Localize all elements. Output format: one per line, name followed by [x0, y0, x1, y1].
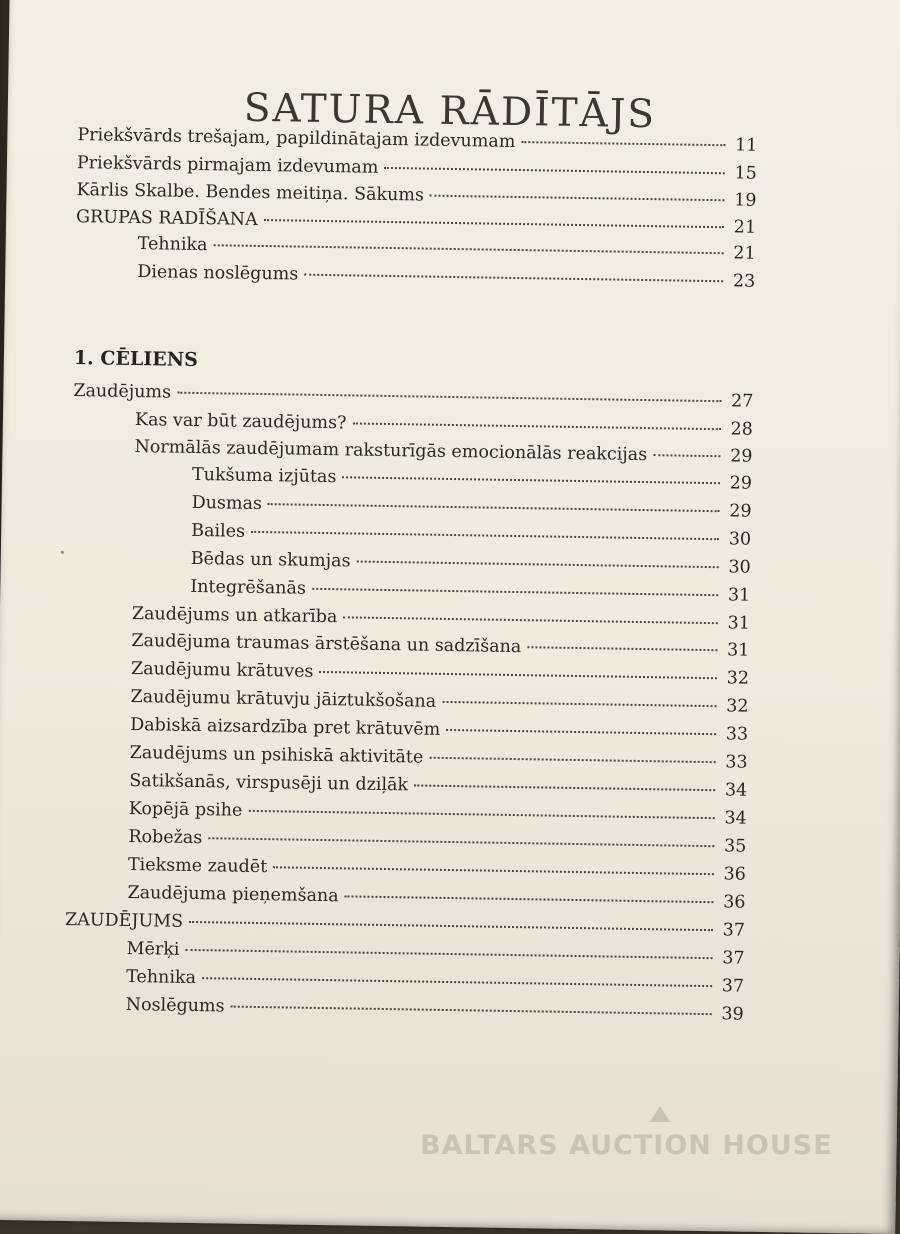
toc-entry-page: 29 — [729, 473, 753, 494]
toc-leader-dots — [273, 865, 714, 875]
toc-entry-label: Zaudējums — [73, 381, 172, 403]
toc-entry-page: 27 — [730, 391, 754, 412]
toc-leader-dots — [429, 756, 715, 763]
toc-leader-dots — [189, 920, 713, 931]
paper-speck — [61, 551, 64, 554]
toc-entry-label: Kopējā psihe — [128, 798, 243, 821]
toc-leader-dots — [312, 587, 718, 596]
toc-entry-page: 19 — [734, 190, 757, 211]
toc-entry-page: 33 — [725, 752, 748, 773]
toc-entry-page: 32 — [726, 668, 750, 689]
toc-entry-page: 30 — [728, 529, 752, 550]
toc-leader-dots — [352, 421, 720, 430]
toc-leader-dots — [231, 1005, 712, 1016]
toc-entry-label: Integrēšanās — [190, 576, 307, 599]
toc-entry-page: 32 — [726, 696, 749, 717]
toc-leader-dots — [248, 809, 714, 819]
toc-entry-label: Zaudējums un psihiskā aktivitāte — [129, 742, 424, 768]
toc-leader-dots — [202, 976, 712, 987]
toc-leader-dots — [214, 243, 724, 254]
toc-entry-page: 33 — [725, 724, 749, 745]
toc-entry-label: Zaudējuma traumas ārstēšana un sadzīšana — [131, 630, 522, 658]
toc-entry-page: 36 — [723, 864, 747, 885]
toc-entry-page: 37 — [722, 920, 746, 941]
watermark-logo — [650, 1106, 670, 1122]
toc-entry-page: 23 — [732, 271, 756, 292]
toc-leader-dots — [251, 530, 719, 540]
toc-leader-dots — [268, 502, 720, 512]
toc-entry-label: Robežas — [128, 826, 203, 849]
toc-leader-dots — [446, 728, 716, 735]
page-title: SATURA RĀDĪTĀJS — [243, 85, 657, 138]
toc-leader-dots — [653, 453, 720, 457]
toc-entry-label: Bailes — [191, 520, 246, 542]
toc-leader-dots — [442, 700, 716, 707]
toc-entry-page: 31 — [726, 640, 750, 661]
toc-leader-dots — [208, 836, 714, 847]
toc-entry-page: 36 — [723, 892, 746, 913]
toc-leader-dots — [384, 166, 725, 174]
toc-entry-page: 35 — [723, 836, 747, 857]
toc-entry-page: 15 — [734, 163, 758, 184]
toc-entry-label: Tieksme zaudēt — [127, 854, 268, 878]
toc-leader-dots — [264, 218, 724, 228]
toc-entry-page: 39 — [721, 1004, 744, 1025]
toc-entry-label: Dienas noslēgums — [137, 262, 299, 285]
toc-entry-label: Zaudējumu krātuvju jāiztukšošana — [130, 686, 437, 712]
toc-entry-label: Zaudējumu krātuves — [130, 658, 314, 682]
toc-leader-dots — [319, 670, 717, 679]
toc-leader-dots — [345, 894, 714, 903]
toc-entry-label: Normālās zaudējumam raksturīgās emocionālās reakcijas — [134, 437, 648, 466]
toc-entry-label: Zaudējums un atkarība — [131, 603, 338, 628]
toc-entry-page: 37 — [722, 948, 745, 969]
toc-entry-label: Kārlis Skalbe. Bendes meitiņa. Sākums — [76, 180, 425, 206]
toc-entry-label: Kas var būt zaudējums? — [134, 410, 347, 434]
toc-entry-page: 29 — [729, 501, 752, 522]
toc-entry-page: 31 — [727, 613, 750, 634]
toc-entry-label: GRUPAS RADĪŠANA — [75, 207, 258, 230]
toc-entry-page: 37 — [721, 976, 745, 997]
toc-leader-dots — [304, 273, 723, 283]
toc-entry-page: 29 — [730, 446, 753, 467]
toc-entry-label: Mērķi — [126, 938, 180, 960]
toc-leader-dots — [521, 140, 725, 146]
toc-leader-dots — [177, 391, 721, 403]
toc-entry-label: Satikšanās, virspusēji un dziļāk — [129, 770, 409, 796]
toc-entry-page: 21 — [733, 217, 757, 238]
toc-entry-label: Priekšvārds pirmajam izdevumam — [76, 153, 379, 178]
toc-leader-dots — [343, 615, 718, 624]
toc-entry-label: Priekšvārds trešajam, papildinātajam izdevumam — [77, 125, 516, 152]
toc-entry-page: 31 — [727, 585, 751, 606]
toc-entry-label: ZAUDĒJUMS — [64, 909, 184, 932]
toc-entry-page: 11 — [734, 135, 758, 156]
toc-entry-page: 34 — [724, 808, 747, 829]
toc-leader-dots — [414, 783, 715, 791]
toc-entry-label: Bēdas un skumjas — [190, 548, 351, 572]
toc-entry-label: Tukšuma izjūtas — [191, 464, 337, 488]
toc-leader-dots — [342, 475, 720, 484]
section-heading: 1. CĒLIENS — [73, 347, 198, 371]
toc-entry-label: Tehnika — [137, 234, 208, 256]
toc-leader-dots — [430, 194, 725, 202]
toc-entry-label: Noslēgums — [125, 994, 225, 1017]
toc-entry-page: 28 — [730, 419, 754, 440]
toc-leader-dots — [527, 645, 717, 651]
toc-entry-label: Dabiskā aizsardzība pret krātuvēm — [129, 714, 441, 740]
toc-entry-page: 30 — [728, 557, 751, 578]
toc-entry-label: Dusmas — [191, 492, 263, 515]
toc-leader-dots — [357, 560, 719, 569]
toc-leader-dots — [185, 948, 712, 959]
toc-entry-page: 34 — [724, 780, 748, 801]
watermark-text: BALTARS AUCTION HOUSE — [420, 1130, 833, 1161]
toc-entry-label: Zaudējuma pieņemšana — [127, 882, 339, 907]
toc-entry-label: Tehnika — [126, 966, 197, 989]
toc-entry-page: 21 — [733, 243, 756, 264]
